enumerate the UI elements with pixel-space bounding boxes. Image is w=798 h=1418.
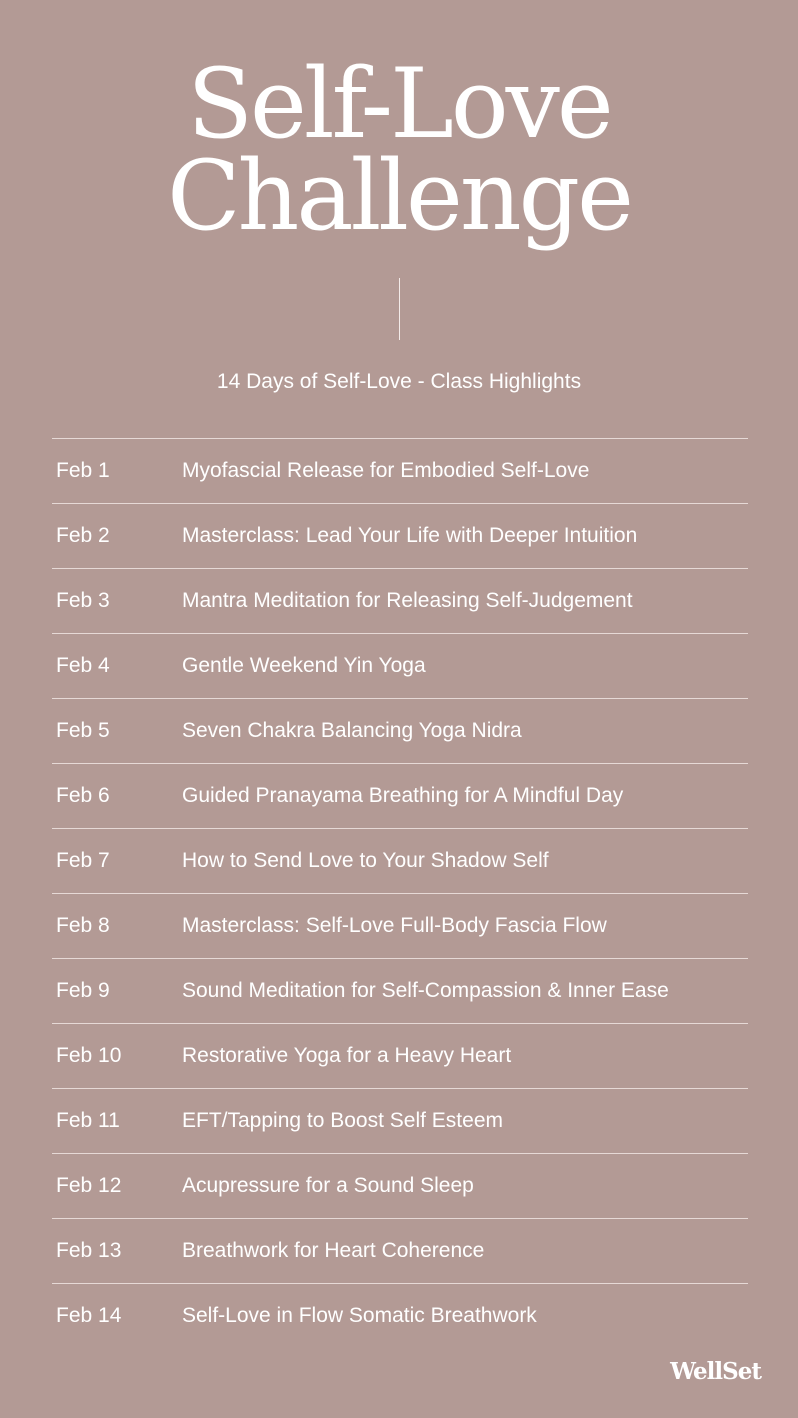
schedule-date: Feb 9 xyxy=(56,979,110,1002)
schedule-row xyxy=(52,763,748,828)
schedule-date: Feb 8 xyxy=(56,914,110,937)
schedule-class: How to Send Love to Your Shadow Self xyxy=(182,849,549,872)
schedule-class: Restorative Yoga for a Heavy Heart xyxy=(182,1044,512,1067)
schedule-class: EFT/Tapping to Boost Self Esteem xyxy=(182,1109,503,1132)
schedule-date: Feb 12 xyxy=(56,1174,122,1197)
schedule-date: Feb 10 xyxy=(56,1044,122,1067)
schedule-row xyxy=(52,1023,748,1088)
schedule-class: Breathwork for Heart Coherence xyxy=(182,1239,485,1262)
schedule-class: Masterclass: Lead Your Life with Deeper Intuition xyxy=(182,524,638,547)
schedule-date: Feb 6 xyxy=(56,784,110,807)
schedule-row xyxy=(52,1283,748,1348)
schedule-class: Guided Pranayama Breathing for A Mindful Day xyxy=(182,784,624,807)
schedule-class: Gentle Weekend Yin Yoga xyxy=(182,654,426,677)
schedule-date: Feb 3 xyxy=(56,589,110,612)
schedule-row xyxy=(52,633,748,698)
schedule-class: Masterclass: Self-Love Full-Body Fascia Flow xyxy=(182,914,607,937)
schedule-date: Feb 7 xyxy=(56,849,110,872)
subtitle: 14 Days of Self-Love - Class Highlights xyxy=(216,370,582,393)
schedule-list xyxy=(52,438,748,1348)
schedule-row xyxy=(52,893,748,958)
page-title xyxy=(0,48,798,252)
schedule-date: Feb 2 xyxy=(56,524,110,547)
schedule-date: Feb 4 xyxy=(56,654,110,677)
schedule-date: Feb 13 xyxy=(56,1239,122,1262)
schedule-row xyxy=(52,1088,748,1153)
schedule-date: Feb 1 xyxy=(56,459,110,482)
brand-logo: WellSet xyxy=(670,1358,761,1385)
title-line-2: Challenge xyxy=(167,140,631,252)
schedule-row xyxy=(52,503,748,568)
schedule-class: Acupressure for a Sound Sleep xyxy=(182,1174,474,1197)
schedule-row xyxy=(52,1153,748,1218)
schedule-row xyxy=(52,698,748,763)
schedule-class: Myofascial Release for Embodied Self-Love xyxy=(182,459,590,482)
schedule-row xyxy=(52,828,748,893)
schedule-date: Feb 14 xyxy=(56,1304,122,1327)
schedule-row xyxy=(52,568,748,633)
schedule-row xyxy=(52,1218,748,1283)
schedule-date: Feb 5 xyxy=(56,719,110,742)
schedule-class: Mantra Meditation for Releasing Self-Judgement xyxy=(182,589,633,612)
schedule-class: Self-Love in Flow Somatic Breathwork xyxy=(182,1304,537,1327)
title-line-1: Self-Love xyxy=(187,48,611,160)
schedule-class: Sound Meditation for Self-Compassion & Inner Ease xyxy=(182,979,669,1002)
schedule-class: Seven Chakra Balancing Yoga Nidra xyxy=(182,719,522,742)
vertical-divider xyxy=(399,278,400,340)
schedule-row xyxy=(52,958,748,1023)
schedule-date: Feb 11 xyxy=(56,1109,120,1132)
schedule-row xyxy=(52,438,748,503)
